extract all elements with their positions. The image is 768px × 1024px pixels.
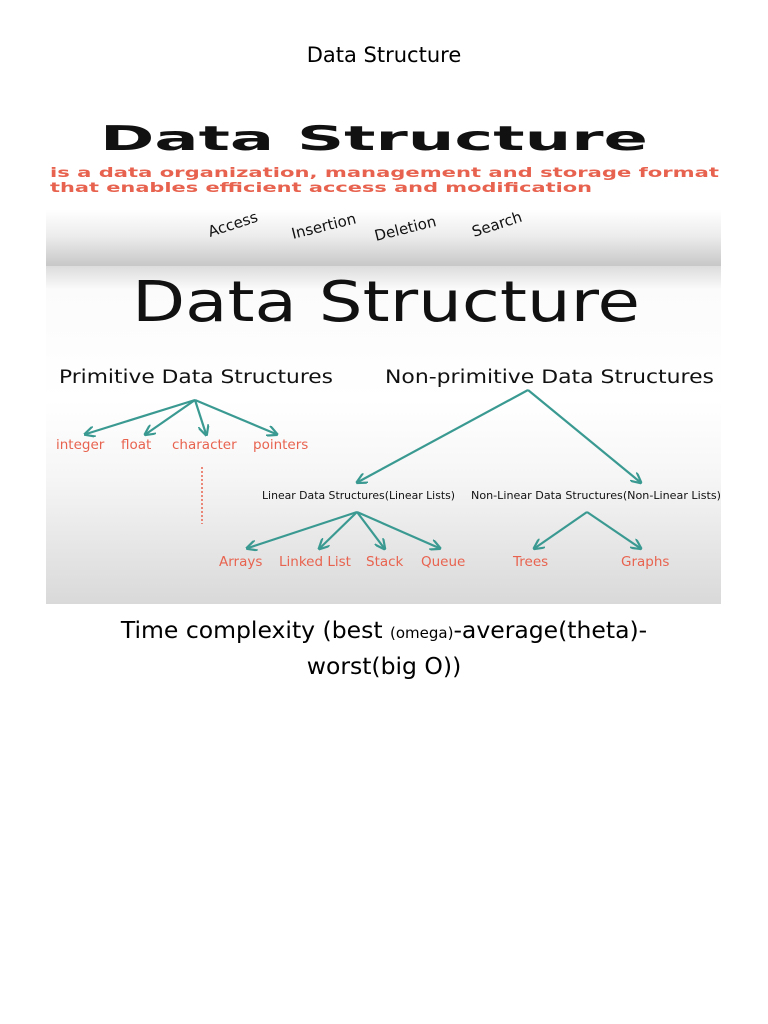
operation-search: Search <box>469 207 525 241</box>
caption-part-3: -average(theta)-worst(big O)) <box>306 616 648 680</box>
caption-part-1: Time complexity (best <box>120 616 391 644</box>
definition-line-1: is a data organization, management and storage format <box>50 165 720 181</box>
primitive-arrows <box>86 400 276 434</box>
non-linear-arrows <box>535 512 640 548</box>
linear-item-arrays: Arrays <box>219 554 263 570</box>
non-linear-item-trees: Trees <box>513 554 549 570</box>
operation-deletion: Deletion <box>372 212 439 245</box>
primitive-item-pointers: pointers <box>253 437 309 453</box>
linear-label: Linear Data Structures(Linear Lists) <box>262 490 455 502</box>
non-linear-label: Non-Linear Data Structures(Non-Linear Lists) <box>471 490 721 502</box>
time-complexity-caption <box>74 614 694 683</box>
slide2-heading: Data Structure <box>132 270 640 335</box>
definition-line-2: that enables efficient access and modification <box>50 180 592 196</box>
linear-arrows <box>248 512 439 548</box>
non-primitive-arrows <box>358 390 640 482</box>
classification-tree-diagram <box>46 266 721 604</box>
non-linear-item-graphs: Graphs <box>621 554 670 570</box>
linear-item-linked-list: Linked List <box>279 554 351 570</box>
operation-access: Access <box>205 207 261 241</box>
linear-item-stack: Stack <box>366 554 404 570</box>
data-structure-definition-slide <box>46 118 721 266</box>
primitive-item-float: float <box>121 437 152 453</box>
primitive-item-character: character <box>172 437 237 453</box>
page-title: Data Structure <box>306 43 462 67</box>
data-structure-classification-slide <box>46 266 721 604</box>
primitive-item-integer: integer <box>56 437 105 453</box>
non-primitive-label: Non-primitive Data Structures <box>385 367 714 388</box>
slide1-heading: Data Structure <box>100 119 648 159</box>
caption-omega: (omega) <box>390 624 454 642</box>
linear-item-queue: Queue <box>421 554 466 570</box>
primitive-label: Primitive Data Structures <box>59 367 333 388</box>
definition-slide-graphic <box>46 118 721 266</box>
operation-insertion: Insertion <box>289 209 358 243</box>
